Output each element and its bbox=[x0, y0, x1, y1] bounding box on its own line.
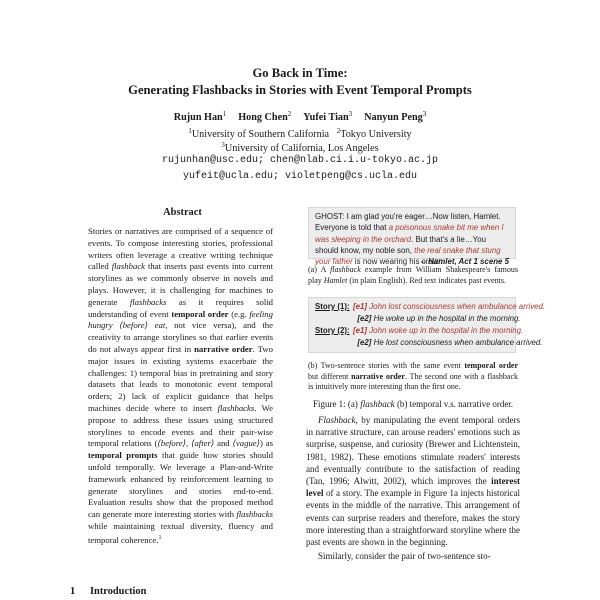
figure-1-caption: Figure 1: (a) flashback (b) temporal v.s. narrative order. bbox=[312, 399, 514, 409]
paper-title-line1: Go Back in Time: bbox=[252, 66, 348, 80]
figure-1b-caption: (b) Two-sentence stories with the same event temporal order but different narrative order. The second one with a flashback is intuitively more interesting than the first one. bbox=[308, 361, 519, 391]
section-heading-introduction: 1 Introduction bbox=[70, 586, 147, 597]
author-name: Hong Chen bbox=[238, 112, 288, 123]
introduction-body bbox=[306, 414, 520, 562]
story2-e1: Story (2): [e1] John woke up in the hospital in the morning. bbox=[315, 326, 524, 335]
author-name: Yufei Tian bbox=[303, 112, 349, 123]
figure-1a-caption: (a) A flashback example from William Shakespeare's famous play Hamlet (in plain English). Red text indicates past events. bbox=[308, 265, 518, 285]
abstract-body: Stories or narratives are comprised of a sequence of events. To compose interesting stories, professional writers often leverage a creative writing technique called flashback that inserts past events into current storylines as we commonly observe in novels and plays. However, it is challenging for machines to generate flashbacks as it requires solid understanding of event temporal order (e.g. feeling hungry ⟨before⟩ eat, not vice versa), and the creativity to arrange storylines so that earlier events do not always appear first in narrative order. Two major issues in existing systems exacerbate the challenges: 1) temporal bias in pretraining and story datasets that leads to monotonic event temporal orders; 2) lack of explicit guidance that helps machines decide where to insert flashbacks. We propose to address these issues using structured storylines to encode events and their pair-wise temporal relations (⟨before⟩, ⟨after⟩ and ⟨vague⟩) as temporal prompts that guide how stories should unfold temporally. We leverage a Plan-and-Write framework enhanced by reinforcement learning to generate storylines and stories end-to-end. Evaluation results show that the proposed method can generate more interesting stories with flashbacks while maintaining textual diversity, fluency and temporal coherence.$^1$ bbox=[88, 226, 274, 545]
figure-1a-attribution: -- Hamlet, Act 1 scene 5 bbox=[420, 257, 509, 267]
body-paragraph: Similarly, consider the pair of two-sentence sto- bbox=[318, 551, 491, 562]
abstract-heading: Abstract bbox=[163, 207, 202, 218]
body-paragraph: Flashback, by manipulating the event temporal orders in narrative structure, can arouse readers' emotions such as surprise, suspense, and curiosity (Brewer and Lichtenstein, 1981, 1982). These emotions stimulate readers' interests and eventually contribute to the satisfaction of reading (Tan, 1996; Alwitt, 2002), which improves the interest level of a story. The example in Figure 1a injects historical events in the middle of the narrative. This arrangement of events can surprise readers and therefore, makes the story more interesting than a straightforward storyline where the past events are shown in the beginning. bbox=[306, 415, 520, 548]
story2-e2: [e2] He lost consciousness when ambulance arrived. bbox=[357, 338, 543, 347]
author-name: Rujun Han bbox=[173, 112, 223, 123]
story1-e1: Story (1): [e1] John lost consciousness when ambulance arrived. bbox=[315, 302, 546, 311]
affiliation-line2: $^3$University of California, Los Angeles bbox=[221, 141, 379, 154]
email-line1[interactable]: rujunhan@usc.edu; chen@nlab.ci.i.u-tokyo.ac.jp bbox=[161, 155, 439, 166]
email-line2[interactable]: yufeit@ucla.edu; violetpeng@cs.ucla.edu bbox=[182, 171, 418, 182]
story1-e2: [e2] He woke up in the hospital in the morning. bbox=[357, 314, 521, 323]
figure-1a-hamlet-box: GHOST: I am glad you're eager…Now listen, Hamlet. Everyone is told that a poisonous snake bit me when I was sleeping in the orchard. But that's a lie…You should know, my noble son, the real snake that stung your father is now wearing his crown. -- Hamlet, Act 1 scene 5 bbox=[308, 207, 516, 259]
figure-1b-stories-box bbox=[308, 297, 546, 353]
author-name: Nanyun Peng bbox=[364, 112, 423, 123]
affiliation-line1: $^1$University of Southern California $^2$Tokyo University bbox=[188, 127, 412, 140]
paper-title-line2: Generating Flashbacks in Stories with Event Temporal Prompts bbox=[128, 83, 472, 97]
author-list: Rujun Han$^1$ Hong Chen$^2$ Yufei Tian$^3$ Nanyun Peng$^3$ bbox=[173, 110, 427, 123]
